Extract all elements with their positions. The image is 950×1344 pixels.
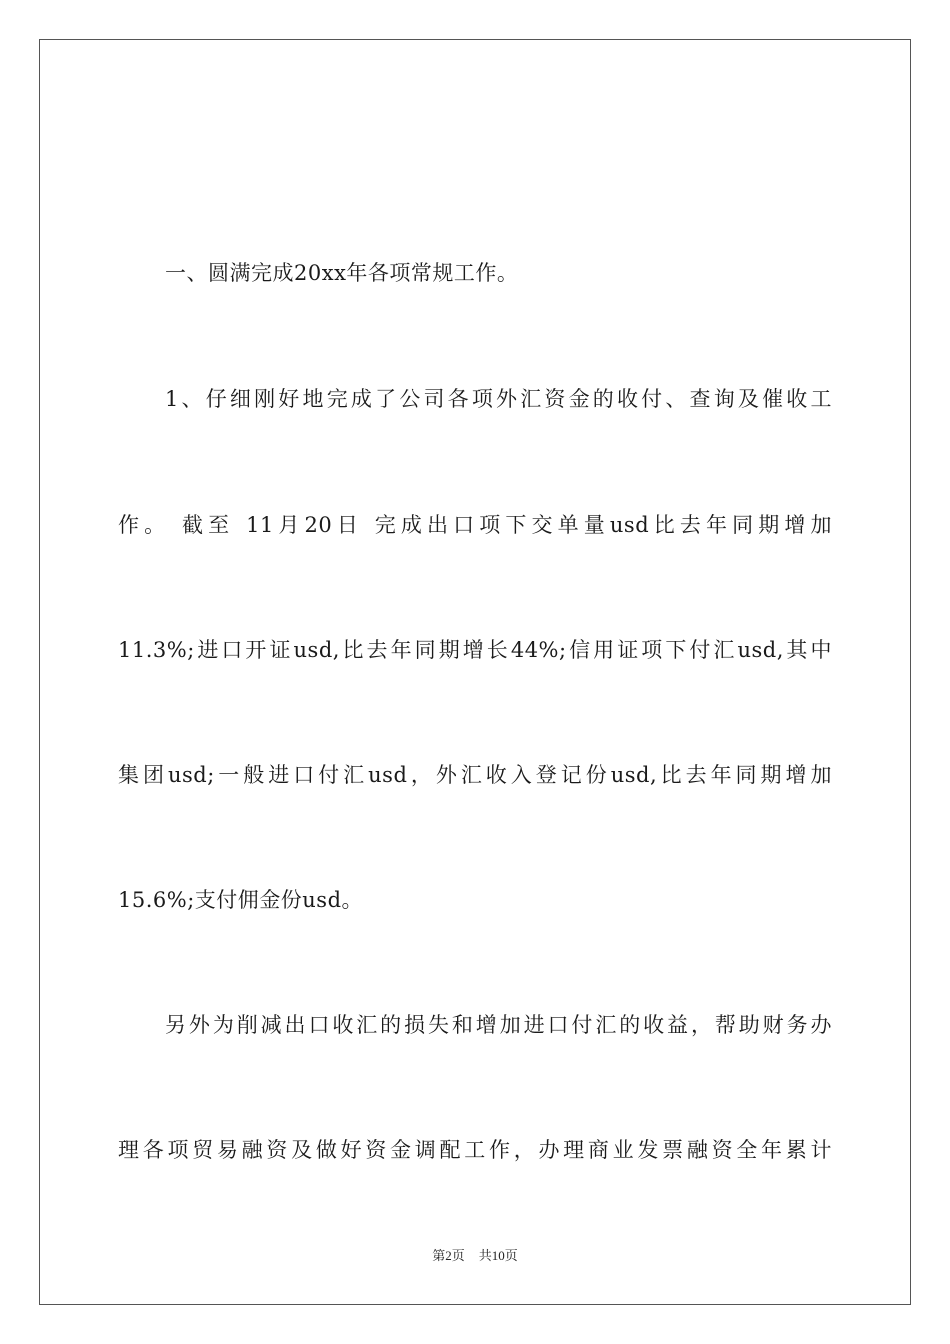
paragraph-line: 1、仔细刚好地完成了公司各项外汇资金的收付、查询及催收工 xyxy=(165,387,832,411)
page-footer xyxy=(0,1247,950,1265)
page-number: 第2页 xyxy=(432,1248,465,1263)
page-border xyxy=(39,39,911,1305)
paragraph-line: 集团usd;一般进口付汇usd，外汇收入登记份usd,比去年同期增加 xyxy=(118,763,832,787)
paragraph-line: 11.3%;进口开证usd,比去年同期增长44%;信用证项下付汇usd,其中 xyxy=(118,638,832,662)
paragraph-line: 15.6%;支付佣金份usd。 xyxy=(118,888,364,912)
total-pages: 共10页 xyxy=(478,1248,518,1263)
paragraph-line: 作。 截至 11月20日 完成出口项下交单量usd比去年同期增加 xyxy=(118,513,832,537)
paragraph-line: 另外为削减出口收汇的损失和增加进口付汇的收益，帮助财务办 xyxy=(165,1013,832,1037)
paragraph-line: 理各项贸易融资及做好资金调配工作，办理商业发票融资全年累计 xyxy=(118,1138,832,1162)
section-heading: 一、圆满完成20xx年各项常规工作。 xyxy=(165,261,519,285)
